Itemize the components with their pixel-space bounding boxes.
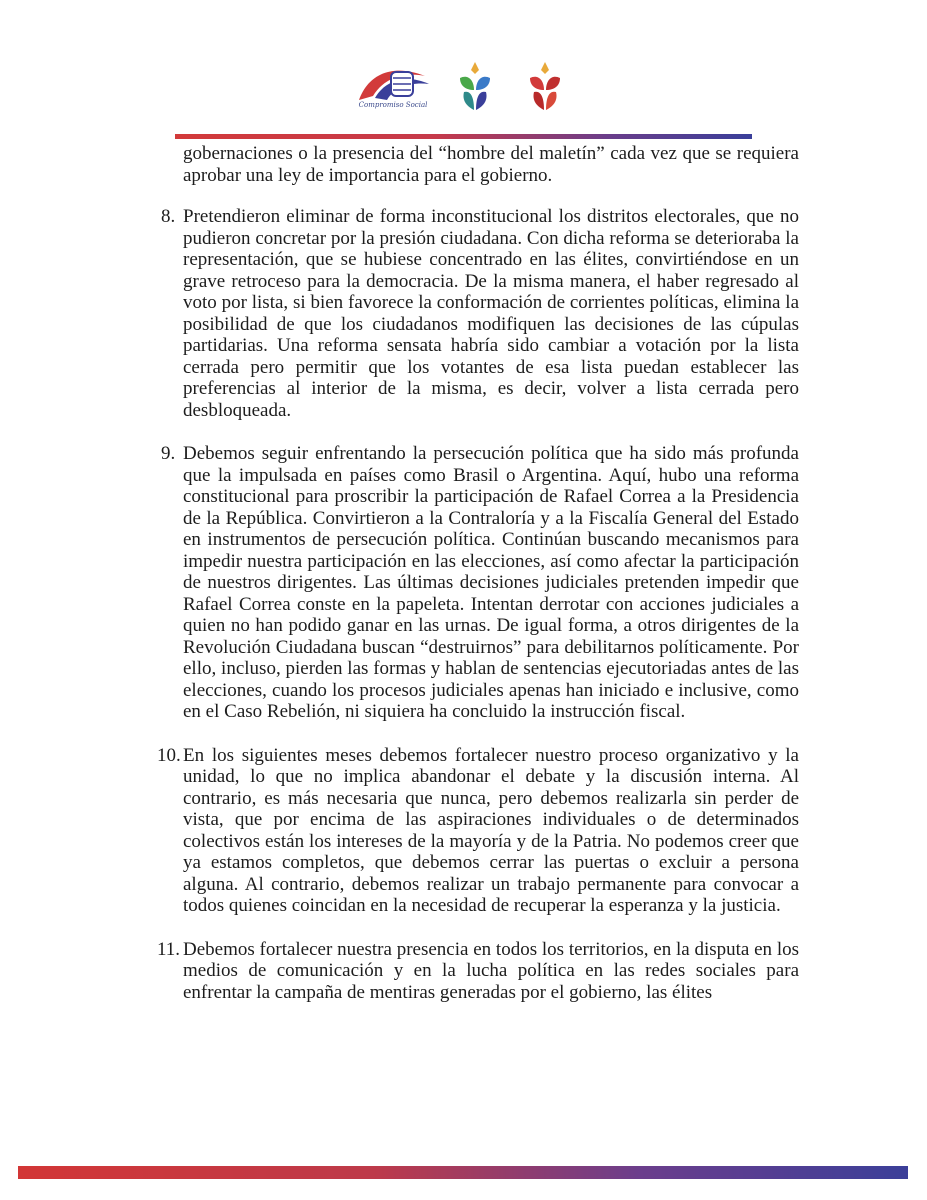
- list-item-text: En los siguientes meses debemos fortalecer nuestro proceso organizativo y la unidad, lo que no implica abandonar el debate y la discusión interna. Al contrario, es más necesaria que nunca, pero debemos realizarla sin perder de vista, que por encima de las aspiraciones individuales o de determinados colectivos están los intereses de la mayoría y de la Patria. No podemos creer que ya estamos completos, que debemos cerrar las puertas o excluir a persona alguna. Al contrario, debemos realizar un trabajo permanente para convocar a todos quienes coincidan en la necesidad de recuperar la esperanza y la justicia.: [183, 744, 799, 916]
- list-item: [157, 744, 799, 917]
- logo-caption: Compromiso Social: [358, 101, 428, 109]
- header-divider: [175, 134, 752, 139]
- list-item-number: 10.: [157, 744, 181, 766]
- list-item-number: 8.: [161, 206, 176, 227]
- footer-divider: [18, 1166, 908, 1179]
- list-item: [161, 206, 799, 421]
- green-blue-leaf-logo-icon: [454, 60, 496, 118]
- list-item-number: 9.: [161, 443, 176, 464]
- document-body: [157, 143, 799, 1025]
- list-item-text: Pretendieron eliminar de forma inconstitucional los distritos electorales, que no pudieron concretar por la presión ciudadana. Con dicha reforma se deterioraba la representación, que se hubiese concentrado en las élites, convirtiéndose en un grave retroceso para la democracia. De la misma manera, el haber regresado al voto por lista, si bien favorece la conformación de corrientes políticas, elimina la posibilidad de que los ciudadanos modifiquen las decisiones de las cúpulas partidarias. Una reforma sensata habría sido cambiar a votación por la lista cerrada pero permitir que los votantes de esa lista puedan establecer las preferencias al interior de la misma, es decir, volver a lista cerrada pero desbloqueada.: [183, 206, 799, 421]
- header-logos: [0, 58, 927, 128]
- red-leaf-logo-icon: [524, 60, 566, 118]
- list-item-text: Debemos fortalecer nuestra presencia en todos los territorios, en la disputa en los medios de comunicación y en la lucha política en las redes sociales para enfrentar la campaña de mentiras generadas por el gobierno, las élites: [183, 938, 799, 1003]
- fist-logo-icon: [355, 62, 433, 118]
- list-item: [161, 443, 799, 723]
- list-item: [157, 938, 799, 1004]
- list-item-text: Debemos seguir enfrentando la persecución política que ha sido más profunda que la impulsada en países como Brasil o Argentina. Aquí, hubo una reforma constitucional para proscribir la participación de Rafael Correa a la Presidencia de la República. Convirtieron a la Contraloría y a la Fiscalía General del Estado en instrumentos de persecución política. Continúan buscando mecanismos para impedir nuestra participación en las elecciones, así como afectar la participación de nuestros dirigentes. Las últimas decisiones judiciales pretenden impedir que Rafael Correa conste en la papeleta. Intentan derrotar con acciones judiciales a quien no han podido ganar en las urnas. De igual forma, a otros dirigentes de la Revolución Ciudadana buscan “destruirnos” para debilitarnos políticamente. Por ello, incluso, pierden las formas y hablan de sentencias ejecutoriadas antes de las elecciones, cuando los procesos judiciales apenas han iniciado e inclusive, como en el Caso Rebelión, ni siquiera ha concluido la instrucción fiscal.: [183, 443, 799, 722]
- continued-paragraph: gobernaciones o la presencia del “hombre del maletín” cada vez que se requiera aprobar una ley de importancia para el gobierno.: [183, 143, 799, 186]
- list-item-number: 11.: [157, 938, 181, 960]
